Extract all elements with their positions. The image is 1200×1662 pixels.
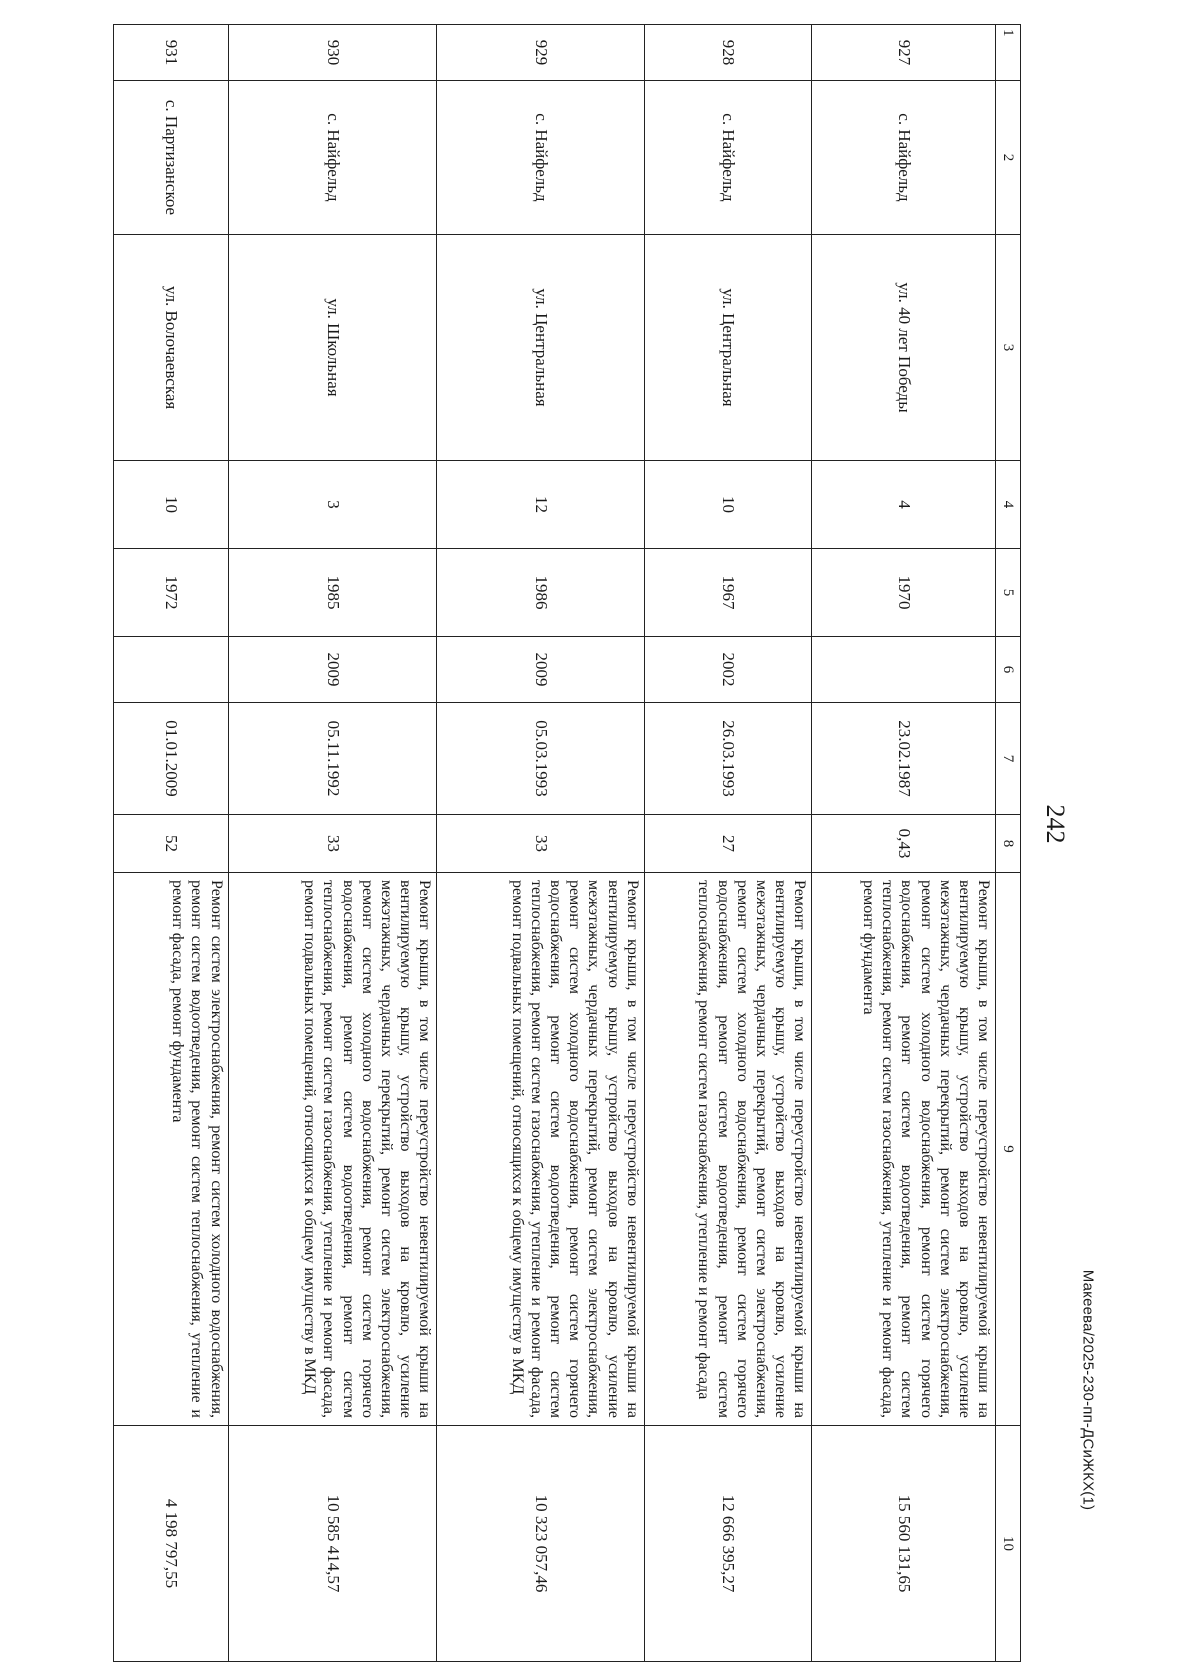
- table-row-929: [437, 25, 645, 1662]
- street: ул. Волочаевская: [114, 235, 229, 461]
- row-number: 928: [644, 25, 812, 81]
- wear-value: 27: [644, 815, 812, 873]
- year-built: 1985: [228, 549, 437, 637]
- registration-date: 26.03.1993: [644, 703, 812, 815]
- registration-date: 05.11.1992: [228, 703, 437, 815]
- year-overhaul: [812, 637, 996, 703]
- street: ул. Центральная: [437, 235, 645, 461]
- wear-value: 33: [228, 815, 437, 873]
- year-built: 1967: [644, 549, 812, 637]
- settlement: с. Найфельд: [437, 81, 645, 235]
- year-overhaul: [114, 637, 229, 703]
- works-description: Ремонт крыши, в том числе переустройство невентилируемой крыши на вентилируемую крышу, устройство выходов на кровлю, усиление межэтажных, чердачных перекрытий, ремонт систем электроснабжения, ремонт систем холодного водоснабжения, ремонт систем горячего водоснабжения, ремонт систем водоотведения, ремонт систем теплоснабжения, ремонт систем газоснабжения, утепление и ремонт фасада, ремонт подвальных помещений, относящихся к общему имуществу в МКД: [437, 873, 645, 1426]
- column-number-5: 5: [996, 549, 1021, 637]
- repair-cost: 12 666 395,27: [644, 1426, 812, 1662]
- row-number: 927: [812, 25, 996, 81]
- house-number: 12: [437, 461, 645, 549]
- column-number-4: 4: [996, 461, 1021, 549]
- wear-value: 52: [114, 815, 229, 873]
- street: ул. 40 лет Победы: [812, 235, 996, 461]
- column-number-6: 6: [996, 637, 1021, 703]
- street: ул. Центральная: [644, 235, 812, 461]
- works-description: Ремонт крыши, в том числе переустройство невентилируемой крыши на вентилируемую крышу, устройство выходов на кровлю, усиление межэтажных, чердачных перекрытий, ремонт систем электроснабжения, ремонт систем холодного водоснабжения, ремонт систем горячего водоснабжения, ремонт систем водоотведения, ремонт систем теплоснабжения, ремонт систем газоснабжения, утепление и ремонт фасада, ремонт подвальных помещений, относящихся к общему имуществу в МКД: [228, 873, 437, 1426]
- year-overhaul: 2002: [644, 637, 812, 703]
- works-description: Ремонт систем электроснабжения, ремонт систем холодного водоснабжения, ремонт систем водоотведения, ремонт систем теплоснабжения, утепление и ремонт фасада, ремонт фундамента: [114, 873, 229, 1426]
- housing-repair-table: [113, 24, 1021, 1662]
- table-row-930: [228, 25, 437, 1662]
- column-number-2: 2: [996, 81, 1021, 235]
- column-number-1: 1: [996, 25, 1021, 81]
- house-number: 10: [644, 461, 812, 549]
- table-container: [113, 24, 1021, 1661]
- wear-value: 33: [437, 815, 645, 873]
- registration-date: 05.03.1993: [437, 703, 645, 815]
- repair-cost: 10 323 057,46: [437, 1426, 645, 1662]
- settlement: с. Партизанское: [114, 81, 229, 235]
- table-row-928: [644, 25, 812, 1662]
- header-row: [996, 25, 1021, 1662]
- table-row-931: [114, 25, 229, 1662]
- works-description: Ремонт крыши, в том числе переустройство невентилируемой крыши на вентилируемую крышу, устройство выходов на кровлю, усиление межэтажных, чердачных перекрытий, ремонт систем электроснабжения, ремонт систем холодного водоснабжения, ремонт систем горячего водоснабжения, ремонт систем водоотведения, ремонт систем теплоснабжения, ремонт систем газоснабжения, утепление и ремонт фасада, ремонт фундамента: [812, 873, 996, 1426]
- year-built: 1970: [812, 549, 996, 637]
- year-built: 1986: [437, 549, 645, 637]
- column-number-3: 3: [996, 235, 1021, 461]
- street: ул. Школьная: [228, 235, 437, 461]
- settlement: с. Найфельд: [812, 81, 996, 235]
- settlement: с. Найфельд: [228, 81, 437, 235]
- row-number: 929: [437, 25, 645, 81]
- year-built: 1972: [114, 549, 229, 637]
- column-number-9: 9: [996, 873, 1021, 1426]
- row-number: 931: [114, 25, 229, 81]
- works-description: Ремонт крыши, в том числе переустройство невентилируемой крыши на вентилируемую крышу, устройство выходов на кровлю, усиление межэтажных, чердачных перекрытий, ремонт систем электроснабжения, ремонт систем холодного водоснабжения, ремонт систем горячего водоснабжения, ремонт систем водоотведения, ремонт систем теплоснабжения, ремонт систем газоснабжения, утепление и ремонт фасада: [644, 873, 812, 1426]
- column-number-8: 8: [996, 815, 1021, 873]
- repair-cost: 15 560 131,65: [812, 1426, 996, 1662]
- settlement: с. Найфельд: [644, 81, 812, 235]
- table-row-927: [812, 25, 996, 1662]
- column-number-7: 7: [996, 703, 1021, 815]
- house-number: 10: [114, 461, 229, 549]
- house-number: 4: [812, 461, 996, 549]
- document-footer-code: Макеева/2025-230-пп-ДСиЖКХ(1): [1079, 1269, 1097, 1511]
- row-number: 930: [228, 25, 437, 81]
- year-overhaul: 2009: [228, 637, 437, 703]
- repair-cost: 4 198 797,55: [114, 1426, 229, 1662]
- year-overhaul: 2009: [437, 637, 645, 703]
- registration-date: 23.02.1987: [812, 703, 996, 815]
- registration-date: 01.01.2009: [114, 703, 229, 815]
- house-number: 3: [228, 461, 437, 549]
- page-number: 242: [1041, 804, 1070, 844]
- column-number-10: 10: [996, 1426, 1021, 1662]
- wear-value: 0,43: [812, 815, 996, 873]
- repair-cost: 10 585 414,57: [228, 1426, 437, 1662]
